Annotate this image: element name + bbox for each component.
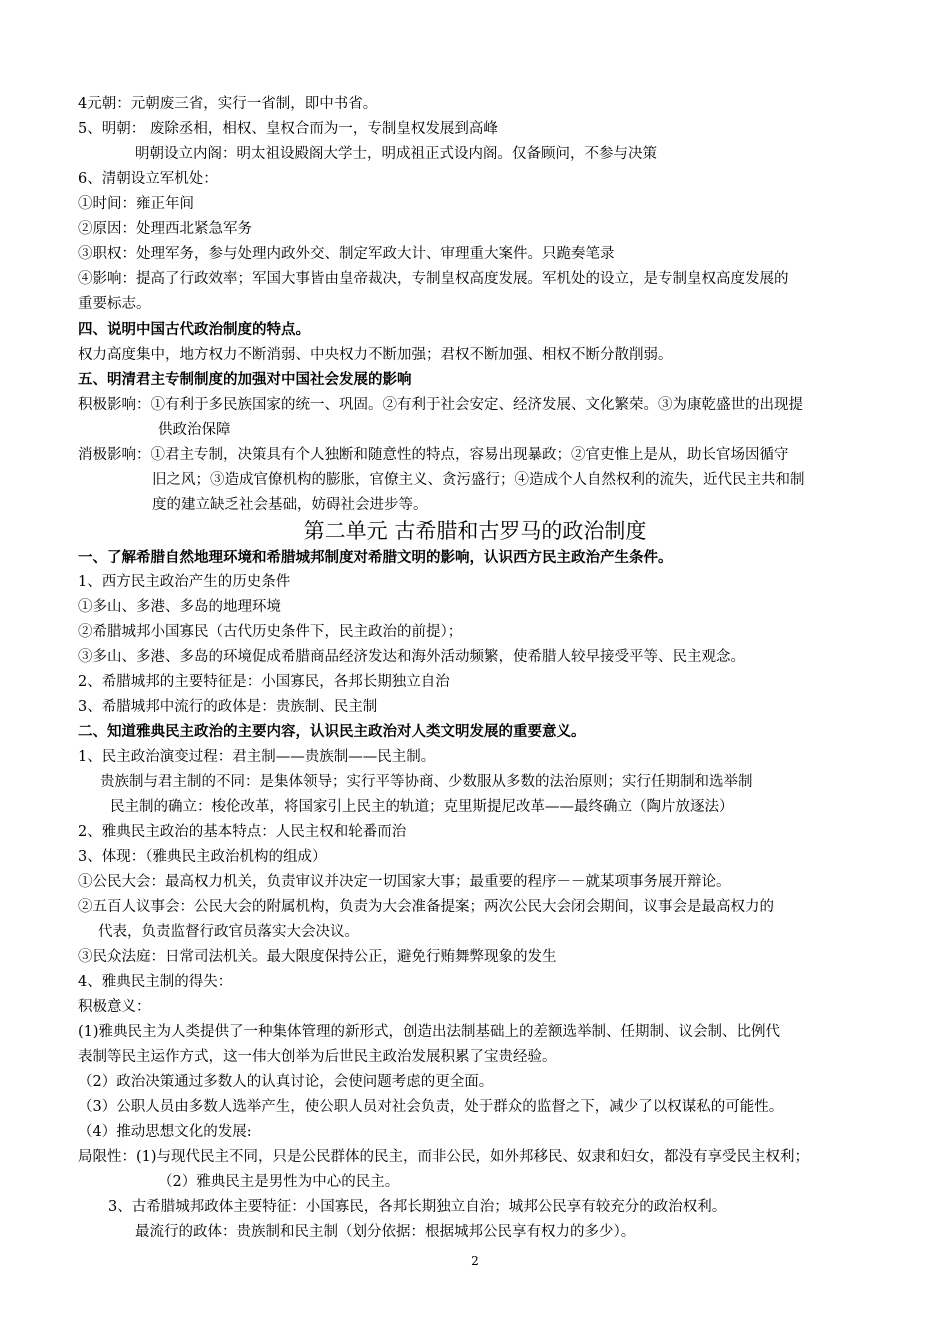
text-line: 重要标志。 bbox=[78, 296, 151, 312]
section-heading: 二、知道雅典民主政治的主要内容，认识民主政治对人类文明发展的重要意义。 bbox=[78, 723, 586, 740]
text-line: 3、古希腊城邦政体主要特征：小国寡民，各邦长期独立自治；城邦公民享有较充分的政治权利。 bbox=[108, 1199, 727, 1215]
text-line: ②五百人议事会：公民大会的附属机构，负责为大会准备提案；两次公民大会闭会期间，议事会是最高权力的 bbox=[78, 899, 774, 915]
text-line: ③职权：处理军务，参与处理内政外交、制定军政大计、审理重大案件。只跪奏笔录 bbox=[78, 246, 615, 262]
text-line: ④影响：提高了行政效率；军国大事皆由皇帝裁决，专制皇权高度发展。军机处的设立，是专制皇权高度发展的 bbox=[78, 271, 789, 287]
text-line: 贵族制与君主制的不同：是集体领导；实行平等协商、少数服从多数的法治原则；实行任期制和选举制 bbox=[100, 774, 753, 790]
text-line: 2、雅典民主政治的基本特点：人民主权和轮番而治 bbox=[78, 824, 407, 840]
text-line: 3、体现：（雅典民主政治机构的组成） bbox=[78, 849, 327, 865]
text-line: （2）雅典民主是男性为中心的民主。 bbox=[158, 1174, 400, 1190]
unit-title: 第二单元 古希腊和古罗马的政治制度 bbox=[303, 519, 647, 543]
text-line: 权力高度集中，地方权力不断消弱、中央权力不断加强；君权不断加强、相权不断分散削弱。 bbox=[78, 347, 673, 363]
text-line: ①公民大会：最高权力机关，负责审议并决定一切国家大事；最重要的程序－－就某项事务展开辩论。 bbox=[78, 874, 731, 890]
text-line: 代表，负责监督行政官员落实大会决议。 bbox=[98, 924, 359, 940]
text-line: 消极影响：①君主专制，决策具有个人独断和随意性的特点，容易出现暴政；②官吏惟上是从，助长官场因循守 bbox=[78, 447, 789, 463]
text-line: 1、民主政治演变过程：君主制——贵族制——民主制。 bbox=[78, 749, 436, 765]
text-line: 局限性：(1)与现代民主不同，只是公民群体的民主，而非公民，如外邦移民、奴隶和妇女，都没有享受民主权利； bbox=[78, 1149, 810, 1165]
text-line: ③民众法庭：日常司法机关。最大限度保持公正，避免行贿舞弊现象的发生 bbox=[78, 949, 557, 965]
text-line: 明朝设立内阁：明太祖设殿阁大学士，明成祖正式设内阁。仅备顾问，不参与决策 bbox=[135, 146, 657, 162]
text-line: （4）推动思想文化的发展: bbox=[78, 1124, 252, 1140]
text-line: （2）政治决策通过多数人的认真讨论，会使问题考虑的更全面。 bbox=[78, 1074, 494, 1090]
text-line: 旧之风；③造成官僚机构的膨胀，官僚主义、贪污盛行；④造成个人自然权利的流失，近代民主共和制 bbox=[152, 472, 805, 488]
text-line: 最流行的政体：贵族制和民主制（划分依据：根据城邦公民享有权力的多少）。 bbox=[135, 1224, 636, 1240]
text-line: ①时间：雍正年间 bbox=[78, 196, 194, 212]
text-line: 6、清朝设立军机处： bbox=[78, 171, 218, 187]
text-line: ②原因：处理西北紧急军务 bbox=[78, 221, 252, 237]
text-line: ①多山、多港、多岛的地理环境 bbox=[78, 599, 281, 615]
text-line: (1)雅典民主为人类提供了一种集体管理的新形式，创造出法制基础上的差额选举制、任期制、议会制、比例代 bbox=[78, 1024, 781, 1040]
text-line: ②希腊城邦小国寡民（古代历史条件下，民主政治的前提）； bbox=[78, 624, 463, 640]
text-line: 2、希腊城邦的主要特征是：小国寡民，各邦长期独立自治 bbox=[78, 674, 450, 690]
text-line: 4元朝：元朝废三省，实行一省制，即中书省。 bbox=[78, 96, 378, 112]
text-line: 度的建立缺乏社会基础，妨碍社会进步等。 bbox=[152, 497, 428, 513]
text-line: 4、雅典民主制的得失： bbox=[78, 974, 233, 990]
text-line: （3）公职人员由多数人选举产生，使公职人员对社会负责，处于群众的监督之下，减少了以权谋私的可能性。 bbox=[78, 1099, 784, 1115]
text-line: ③多山、多港、多岛的环境促成希腊商品经济发达和海外活动频繁，使希腊人较早接受平等、民主观念。 bbox=[78, 649, 745, 665]
section-heading: 一、了解希腊自然地理环境和希腊城邦制度对希腊文明的影响，认识西方民主政治产生条件。 bbox=[78, 549, 673, 566]
text-line: 5、明朝： 废除丞相，相权、皇权合而为一，专制皇权发展到高峰 bbox=[78, 121, 498, 137]
section-heading: 四、说明中国古代政治制度的特点。 bbox=[78, 321, 310, 338]
section-heading: 五、明清君主专制制度的加强对中国社会发展的影响 bbox=[78, 371, 412, 388]
text-line: 积极影响：①有利于多民族国家的统一、巩固。②有利于社会安定、经济发展、文化繁荣。③为康乾盛世的出现提 bbox=[78, 397, 803, 413]
text-line: 表制等民主运作方式，这一伟大创举为后世民主政治发展积累了宝贵经验。 bbox=[78, 1049, 557, 1065]
page-number: 2 bbox=[471, 1254, 479, 1268]
text-line: 民主制的确立：梭伦改革，将国家引上民主的轨道；克里斯提尼改革——最终确立（陶片放逐法） bbox=[110, 799, 734, 815]
text-line: 1、西方民主政治产生的历史条件 bbox=[78, 574, 291, 590]
text-line: 供政治保障 bbox=[158, 422, 231, 438]
text-line: 积极意义： bbox=[78, 999, 151, 1015]
text-line: 3、希腊城邦中流行的政体是：贵族制、民主制 bbox=[78, 699, 378, 715]
